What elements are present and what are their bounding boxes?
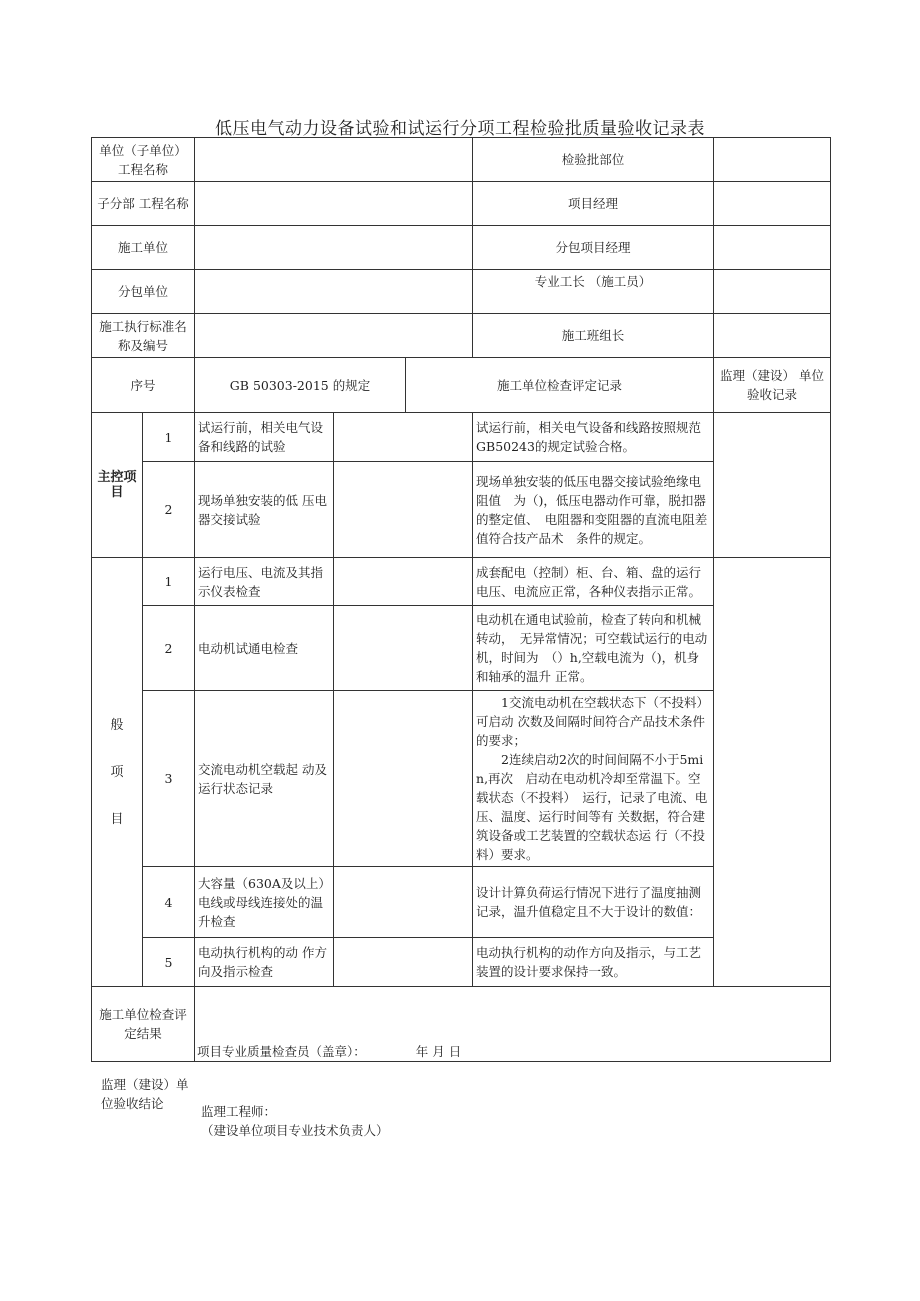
- item-name: 电动机试通电检查: [195, 606, 334, 691]
- item-name: 现场单独安装的低 压电器交接试验: [195, 462, 334, 558]
- header-row-constructor: [92, 226, 831, 270]
- col-record: 施工单位检查评定记录: [406, 358, 714, 413]
- unit-label: 单位（子单位）工程名称: [92, 138, 195, 182]
- general-supervisor-value[interactable]: [714, 558, 831, 987]
- header-row-standard: [92, 314, 831, 358]
- result-label: 施工单位检查评定结果: [92, 987, 195, 1062]
- item-no: 1: [143, 558, 195, 606]
- item-record: [473, 691, 714, 867]
- item-name: 运行电压、电流及其指示仪表检查: [195, 558, 334, 606]
- supervision-signature: [201, 1102, 401, 1140]
- sub-pm-label: 分包项目经理: [473, 226, 714, 270]
- item-record: 设计计算负荷运行情况下进行了温度抽测记录，温升值稳定且不大于设计的数值：: [473, 867, 714, 938]
- subcontractor-value[interactable]: [195, 270, 473, 314]
- team-leader-label: 施工班组长: [473, 314, 714, 358]
- item-record: 电动机在通电试验前，检查了转向和机械转动， 无异常情况；可空载试运行的电动机，时间为 （）h,空载电流为（)，机身和轴承的温升 正常。: [473, 606, 714, 691]
- project-manager-value[interactable]: [714, 182, 831, 226]
- col-seq: 序号: [92, 358, 195, 413]
- record-line: 1交流电动机在空载状态下（不投料）可启动 次数及间隔时间符合产品技术条件的要求；: [476, 695, 709, 748]
- engineer-label: 监理工程师：: [201, 1104, 277, 1119]
- batch-location-label: 检验批部位: [473, 138, 714, 182]
- item-check-value[interactable]: [334, 462, 473, 558]
- sub-pm-value[interactable]: [714, 226, 831, 270]
- result-value[interactable]: [195, 987, 831, 1062]
- supervision-label: 监理（建设）单位验收结论: [101, 1077, 189, 1111]
- item-check-value[interactable]: [334, 413, 473, 462]
- project-manager-label: 项目经理: [473, 182, 714, 226]
- header-row-unit: [92, 138, 831, 182]
- result-date: 年 月 日: [415, 1044, 462, 1059]
- item-record: 现场单独安装的低压电器交接试验绝缘电阻值 为（)，低压电器动作可靠，脱扣器的整定值、 电阻器和变阻器的直流电阻差值符合技产品术 条件的规定。: [473, 462, 714, 558]
- item-no: 2: [143, 606, 195, 691]
- item-no: 3: [143, 691, 195, 867]
- result-row: [92, 987, 831, 1062]
- standard-value[interactable]: [195, 314, 473, 358]
- item-name: 电动执行机构的动 作方向及指示检查: [195, 938, 334, 987]
- subcontractor-label: 分包单位: [92, 270, 195, 314]
- header-row-sub: [92, 182, 831, 226]
- team-leader-value[interactable]: [714, 314, 831, 358]
- foreman-label: 专业工长 （施工员）: [473, 270, 714, 314]
- page-title: 低压电气动力设备试验和试运行分项工程检验批质量验收记录表: [215, 119, 705, 139]
- item-record: 成套配电（控制）柜、台、箱、盘的运行电压、电流应正常，各种仪表指示正常。: [473, 558, 714, 606]
- standard-label: 施工执行标准名称及编号: [92, 314, 195, 358]
- inspection-record-table: [91, 137, 831, 1062]
- item-check-value[interactable]: [334, 938, 473, 987]
- main-section-label: 主控项目: [92, 413, 143, 558]
- constructor-label: 施工单位: [92, 226, 195, 270]
- main-item-row: [92, 413, 831, 462]
- item-record: 试运行前，相关电气设备和线路按照规范 GB50243的规定试验合格。: [473, 413, 714, 462]
- item-name: 交流电动机空载起 动及运行状态记录: [195, 691, 334, 867]
- sub-project-value[interactable]: [195, 182, 473, 226]
- item-check-value[interactable]: [334, 691, 473, 867]
- inspector-line: [197, 1042, 461, 1061]
- foreman-value[interactable]: [714, 270, 831, 314]
- column-header-row: [92, 358, 831, 413]
- constructor-value[interactable]: [195, 226, 473, 270]
- main-supervisor-value[interactable]: [714, 413, 831, 558]
- item-check-value[interactable]: [334, 867, 473, 938]
- col-supervisor: 监理（建设） 单位验收记录: [714, 358, 831, 413]
- item-no: 2: [143, 462, 195, 558]
- batch-location-value[interactable]: [714, 138, 831, 182]
- item-no: 5: [143, 938, 195, 987]
- record-line: 2连续启动2次的时间间隔不小于5min,再次 启动在电动机冷却至常温下。空载状态（不投料） 运行，记录了电流、电压、温度、运行时间等有 关数据，符合建筑设备或工艺装置的空载状态运 行（不投料）要求。: [476, 752, 708, 862]
- header-row-subcontractor: [92, 270, 831, 314]
- item-record: 电动执行机构的动作方向及指示，与工艺装置的设计要求保持一致。: [473, 938, 714, 987]
- item-no: 4: [143, 867, 195, 938]
- item-check-value[interactable]: [334, 606, 473, 691]
- general-section-label: 般 项 目: [92, 558, 143, 987]
- sub-project-label: 子分部 工程名称: [92, 182, 195, 226]
- owner-label: （建设单位项目专业技术负责人）: [201, 1123, 389, 1138]
- item-name: 大容量（630A及以上）电线或母线连接处的温升检查: [195, 867, 334, 938]
- item-check-value[interactable]: [334, 558, 473, 606]
- unit-value[interactable]: [195, 138, 473, 182]
- item-no: 1: [143, 413, 195, 462]
- item-name: 试运行前，相关电气设备和线路的试验: [195, 413, 334, 462]
- inspector-label: 项目专业质量检查员（盖章）：: [197, 1044, 366, 1059]
- col-code: GB 50303-2015 的规定: [195, 358, 406, 413]
- general-item-row: [92, 558, 831, 606]
